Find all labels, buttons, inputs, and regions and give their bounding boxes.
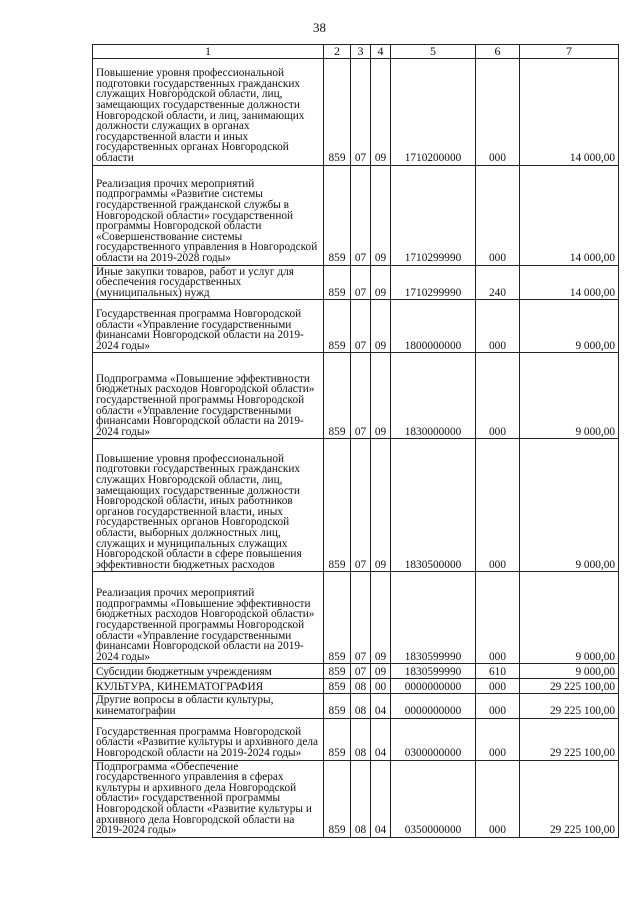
table-row bbox=[93, 760, 619, 837]
budget-table bbox=[92, 44, 619, 838]
table-row bbox=[93, 679, 619, 694]
chapter-code-cell: 08 bbox=[351, 760, 371, 837]
row-name-cell: Повышение уровня профессиональной подготовки государственных гражданских служащих Новгородской области, лиц, замещающих государственные должности Новгородской области, и лиц, занимающих должности служащих в органах государственной власти и иных государственных органах Новгородской области bbox=[93, 58, 324, 165]
chapter-code-cell: 07 bbox=[351, 265, 371, 300]
subsection-code-cell: 09 bbox=[371, 165, 391, 265]
amount-cell: 9 000,00 bbox=[520, 572, 619, 664]
section-code-cell: 859 bbox=[324, 353, 351, 439]
row-name-cell: Другие вопросы в области культуры, кинематографии bbox=[93, 694, 324, 718]
chapter-code-cell: 07 bbox=[351, 165, 371, 265]
header-cell: 7 bbox=[520, 45, 619, 59]
target-article-cell: 1710200000 bbox=[391, 58, 476, 165]
amount-cell: 14 000,00 bbox=[520, 265, 619, 300]
target-article-cell: 1710299990 bbox=[391, 265, 476, 300]
header-cell: 3 bbox=[351, 45, 371, 59]
amount-cell: 29 225 100,00 bbox=[520, 718, 619, 760]
table-row bbox=[93, 439, 619, 572]
amount-cell: 29 225 100,00 bbox=[520, 679, 619, 694]
subsection-code-cell: 04 bbox=[371, 694, 391, 718]
target-article-cell: 0000000000 bbox=[391, 679, 476, 694]
table-row bbox=[93, 58, 619, 165]
header-cell: 5 bbox=[391, 45, 476, 59]
expense-type-cell: 240 bbox=[476, 265, 520, 300]
subsection-code-cell: 09 bbox=[371, 353, 391, 439]
row-name-cell: Повышение уровня профессиональной подготовки государственных гражданских служащих Новгородской области, лиц, замещающих государственные должности Новгородской области, иных работников органов государственной власти, иных государственных органов Новгородской области, выборных должностных лиц, служащих и муниципальных служащих Новгородской области в сфере повышения эффективности бюджетных расходов bbox=[93, 439, 324, 572]
table-row bbox=[93, 265, 619, 300]
amount-cell: 9 000,00 bbox=[520, 353, 619, 439]
amount-cell: 14 000,00 bbox=[520, 58, 619, 165]
chapter-code-cell: 08 bbox=[351, 679, 371, 694]
subsection-code-cell: 04 bbox=[371, 760, 391, 837]
expense-type-cell: 000 bbox=[476, 165, 520, 265]
table-row bbox=[93, 300, 619, 353]
section-code-cell: 859 bbox=[324, 439, 351, 572]
expense-type-cell: 000 bbox=[476, 58, 520, 165]
target-article-cell: 1830500000 bbox=[391, 439, 476, 572]
expense-type-cell: 000 bbox=[476, 694, 520, 718]
section-code-cell: 859 bbox=[324, 694, 351, 718]
subsection-code-cell: 09 bbox=[371, 664, 391, 679]
expense-type-cell: 610 bbox=[476, 664, 520, 679]
chapter-code-cell: 07 bbox=[351, 300, 371, 353]
chapter-code-cell: 07 bbox=[351, 572, 371, 664]
chapter-code-cell: 07 bbox=[351, 439, 371, 572]
subsection-code-cell: 04 bbox=[371, 718, 391, 760]
chapter-code-cell: 07 bbox=[351, 353, 371, 439]
row-name-cell: Государственная программа Новгородской области «Развитие культуры и архивного дела Новгородской области на 2019-2024 годы» bbox=[93, 718, 324, 760]
table-row bbox=[93, 664, 619, 679]
subsection-code-cell: 09 bbox=[371, 58, 391, 165]
row-name-cell: Субсидии бюджетным учреждениям bbox=[93, 664, 324, 679]
page-number: 38 bbox=[313, 20, 326, 35]
section-code-cell: 859 bbox=[324, 265, 351, 300]
target-article-cell: 1830000000 bbox=[391, 353, 476, 439]
row-name-cell: КУЛЬТУРА, КИНЕМАТОГРАФИЯ bbox=[93, 679, 324, 694]
amount-cell: 29 225 100,00 bbox=[520, 760, 619, 837]
expense-type-cell: 000 bbox=[476, 439, 520, 572]
expense-type-cell: 000 bbox=[476, 679, 520, 694]
target-article-cell: 1710299990 bbox=[391, 165, 476, 265]
subsection-code-cell: 00 bbox=[371, 679, 391, 694]
chapter-code-cell: 08 bbox=[351, 718, 371, 760]
target-article-cell: 0300000000 bbox=[391, 718, 476, 760]
expense-type-cell: 000 bbox=[476, 353, 520, 439]
section-code-cell: 859 bbox=[324, 58, 351, 165]
target-article-cell: 0000000000 bbox=[391, 694, 476, 718]
amount-cell: 14 000,00 bbox=[520, 165, 619, 265]
section-code-cell: 859 bbox=[324, 165, 351, 265]
expense-type-cell: 000 bbox=[476, 718, 520, 760]
target-article-cell: 1830599990 bbox=[391, 572, 476, 664]
target-article-cell: 1830599990 bbox=[391, 664, 476, 679]
table-row bbox=[93, 694, 619, 718]
amount-cell: 9 000,00 bbox=[520, 300, 619, 353]
row-name-cell: Реализация прочих мероприятий подпрограммы «Повышение эффективности бюджетных расходов Новгородской области» государственной программы Новгородской области «Управление государственными финансами Новгородской области на 2019-2024 годы» bbox=[93, 572, 324, 664]
header-cell: 6 bbox=[476, 45, 520, 59]
chapter-code-cell: 07 bbox=[351, 58, 371, 165]
section-code-cell: 859 bbox=[324, 664, 351, 679]
table-body bbox=[93, 45, 619, 838]
section-code-cell: 859 bbox=[324, 760, 351, 837]
header-cell: 2 bbox=[324, 45, 351, 59]
row-name-cell: Реализация прочих мероприятий подпрограммы «Развитие системы государственной гражданской службы в Новгородской области» государственной программы Новгородской области «Совершенствование системы государственного управления в Новгородской области на 2019-2028 годы» bbox=[93, 165, 324, 265]
target-article-cell: 0350000000 bbox=[391, 760, 476, 837]
subsection-code-cell: 09 bbox=[371, 265, 391, 300]
amount-cell: 29 225 100,00 bbox=[520, 694, 619, 718]
section-code-cell: 859 bbox=[324, 572, 351, 664]
header-cell: 1 bbox=[93, 45, 324, 59]
subsection-code-cell: 09 bbox=[371, 439, 391, 572]
target-article-cell: 1800000000 bbox=[391, 300, 476, 353]
row-name-cell: Подпрограмма «Обеспечение государственного управления в сферах культуры и архивного дела Новгородской области» государственной программы Новгородской области «Развитие культуры и архивного дела Новгородской области на 2019-2024 годы» bbox=[93, 760, 324, 837]
subsection-code-cell: 09 bbox=[371, 300, 391, 353]
header-cell: 4 bbox=[371, 45, 391, 59]
chapter-code-cell: 07 bbox=[351, 664, 371, 679]
expense-type-cell: 000 bbox=[476, 300, 520, 353]
amount-cell: 9 000,00 bbox=[520, 664, 619, 679]
chapter-code-cell: 08 bbox=[351, 694, 371, 718]
table-row bbox=[93, 353, 619, 439]
row-name-cell: Подпрограмма «Повышение эффективности бюджетных расходов Новгородской области» государственной программы Новгородской области «Управление государственными финансами Новгородской области на 2019-2024 годы» bbox=[93, 353, 324, 439]
expense-type-cell: 000 bbox=[476, 572, 520, 664]
row-name-cell: Иные закупки товаров, работ и услуг для обеспечения государственных (муниципальных) нужд bbox=[93, 265, 324, 300]
section-code-cell: 859 bbox=[324, 300, 351, 353]
section-code-cell: 859 bbox=[324, 718, 351, 760]
expense-type-cell: 000 bbox=[476, 760, 520, 837]
table-row bbox=[93, 718, 619, 760]
table-row bbox=[93, 572, 619, 664]
table-row bbox=[93, 165, 619, 265]
header-row bbox=[93, 45, 619, 59]
amount-cell: 9 000,00 bbox=[520, 439, 619, 572]
subsection-code-cell: 09 bbox=[371, 572, 391, 664]
section-code-cell: 859 bbox=[324, 679, 351, 694]
row-name-cell: Государственная программа Новгородской области «Управление государственными финансами Новгородской области на 2019-2024 годы» bbox=[93, 300, 324, 353]
